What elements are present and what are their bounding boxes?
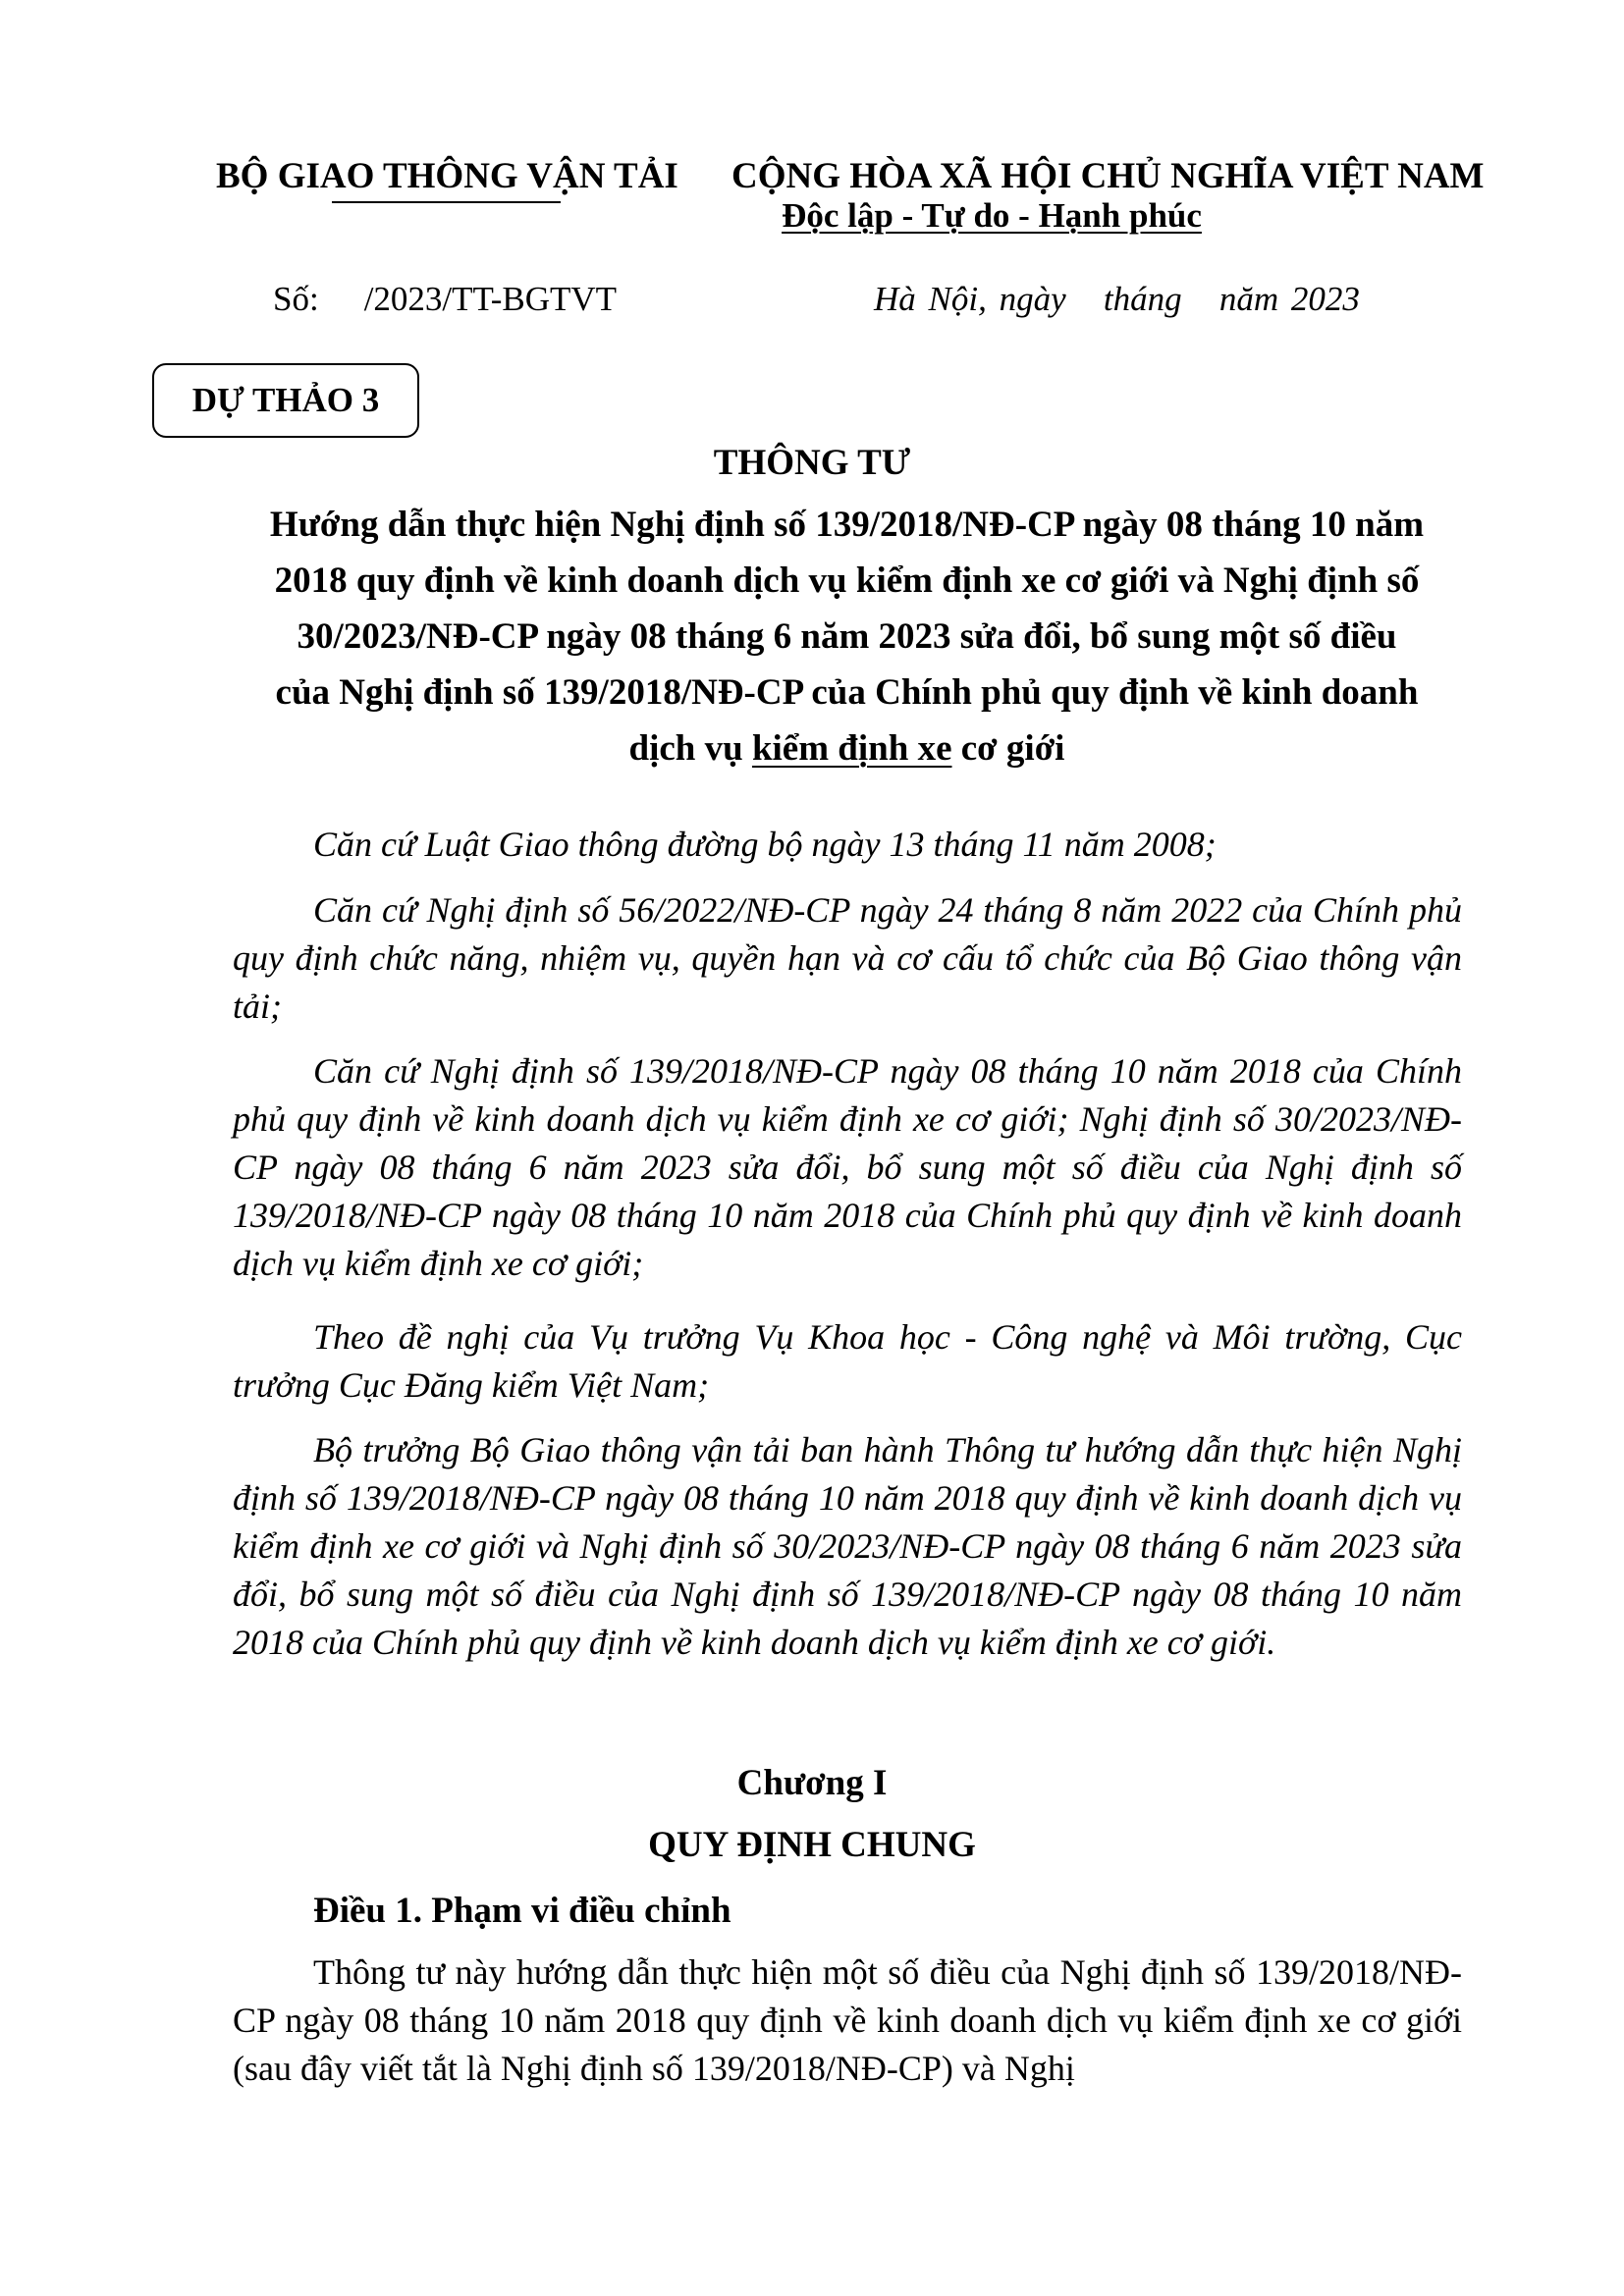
title-last-post: cơ giới <box>951 728 1065 769</box>
document-number-label: Số: <box>273 280 319 318</box>
motto-text: Độc lập - Tự do - Hạnh phúc <box>782 196 1202 235</box>
document-type: THÔNG TƯ <box>713 443 911 483</box>
issuing-agency: BỘ GIAO THÔNG VẬN TẢI <box>216 156 678 196</box>
preamble-paragraph: Bộ trưởng Bộ Giao thông vận tải ban hành Thông tư hướng dẫn thực hiện Nghị định số 139/2018/NĐ-CP ngày 08 tháng 10 năm 2018 quy định về kinh doanh dịch vụ kiểm định xe cơ giới và Nghị định số 30/2023/NĐ-CP ngày 08 tháng 6 năm 2023 sửa đổi, bổ sung một số điều của Nghị định số 139/2018/NĐ-CP ngày 08 tháng 10 năm 2018 của Chính phủ quy định về kinh doanh dịch vụ kiểm định xe cơ giới. <box>233 1430 1462 1662</box>
article-paragraph: Thông tư này hướng dẫn thực hiện một số điều của Nghị định số 139/2018/NĐ-CP ngày 08 tháng 10 năm 2018 quy định về kinh doanh dịch vụ kiểm định xe cơ giới (sau đây viết tắt là Nghị định số 139/2018/NĐ-CP) và Nghị <box>233 1952 1462 2088</box>
title-line-last <box>231 721 1463 776</box>
draft-label-box <box>152 363 419 438</box>
chapter-number: Chương I <box>736 1763 888 1803</box>
preamble-paragraph: Căn cứ Luật Giao thông đường bộ ngày 13 tháng 11 năm 2008; <box>313 825 1217 864</box>
agency-underline-rule <box>332 201 561 203</box>
title-line: 2018 quy định về kinh doanh dịch vụ kiểm định xe cơ giới và Nghị định số <box>274 561 1420 601</box>
document-title <box>231 497 1463 776</box>
chapter-title: QUY ĐỊNH CHUNG <box>648 1825 976 1865</box>
title-line: của Nghị định số 139/2018/NĐ-CP của Chính phủ quy định về kinh doanh <box>275 672 1419 713</box>
preamble-paragraph: Theo đề nghị của Vụ trưởng Vụ Khoa học - Công nghệ và Môi trường, Cục trưởng Cục Đăng kiểm Việt Nam; <box>233 1317 1462 1405</box>
document-number-value: /2023/TT-BGTVT <box>363 280 618 318</box>
preamble-paragraph: Căn cứ Nghị định số 56/2022/NĐ-CP ngày 24 tháng 8 năm 2022 của Chính phủ quy định chức năng, nhiệm vụ, quyền hạn và cơ cấu tổ chức của Bộ Giao thông vận tải; <box>233 890 1462 1026</box>
place-and-date: Hà Nội, ngày tháng năm 2023 <box>874 280 1360 318</box>
document-number <box>273 280 617 319</box>
draft-label: DỰ THẢO 3 <box>191 381 380 419</box>
title-last-pre: dịch vụ <box>628 728 752 769</box>
preamble-paragraph: Căn cứ Nghị định số 139/2018/NĐ-CP ngày 08 tháng 10 năm 2018 của Chính phủ quy định về kinh doanh dịch vụ kiểm định xe cơ giới; Nghị định số 30/2023/NĐ-CP ngày 08 tháng 6 năm 2023 sửa đổi, bổ sung một số điều của Nghị định số 139/2018/NĐ-CP ngày 08 tháng 10 năm 2018 của Chính phủ quy định về kinh doanh dịch vụ kiểm định xe cơ giới; <box>233 1051 1462 1283</box>
national-title: CỘNG HÒA XÃ HỘI CHỦ NGHĨA VIỆT NAM <box>731 156 1485 196</box>
article-heading: Điều 1. Phạm vi điều chỉnh <box>313 1891 731 1931</box>
national-motto <box>731 196 1252 236</box>
title-line: Hướng dẫn thực hiện Nghị định số 139/2018/NĐ-CP ngày 08 tháng 10 năm <box>269 505 1425 545</box>
title-line: 30/2023/NĐ-CP ngày 08 tháng 6 năm 2023 sửa đổi, bổ sung một số điều <box>297 616 1397 657</box>
title-last-underlined: kiểm định xe <box>751 728 952 769</box>
